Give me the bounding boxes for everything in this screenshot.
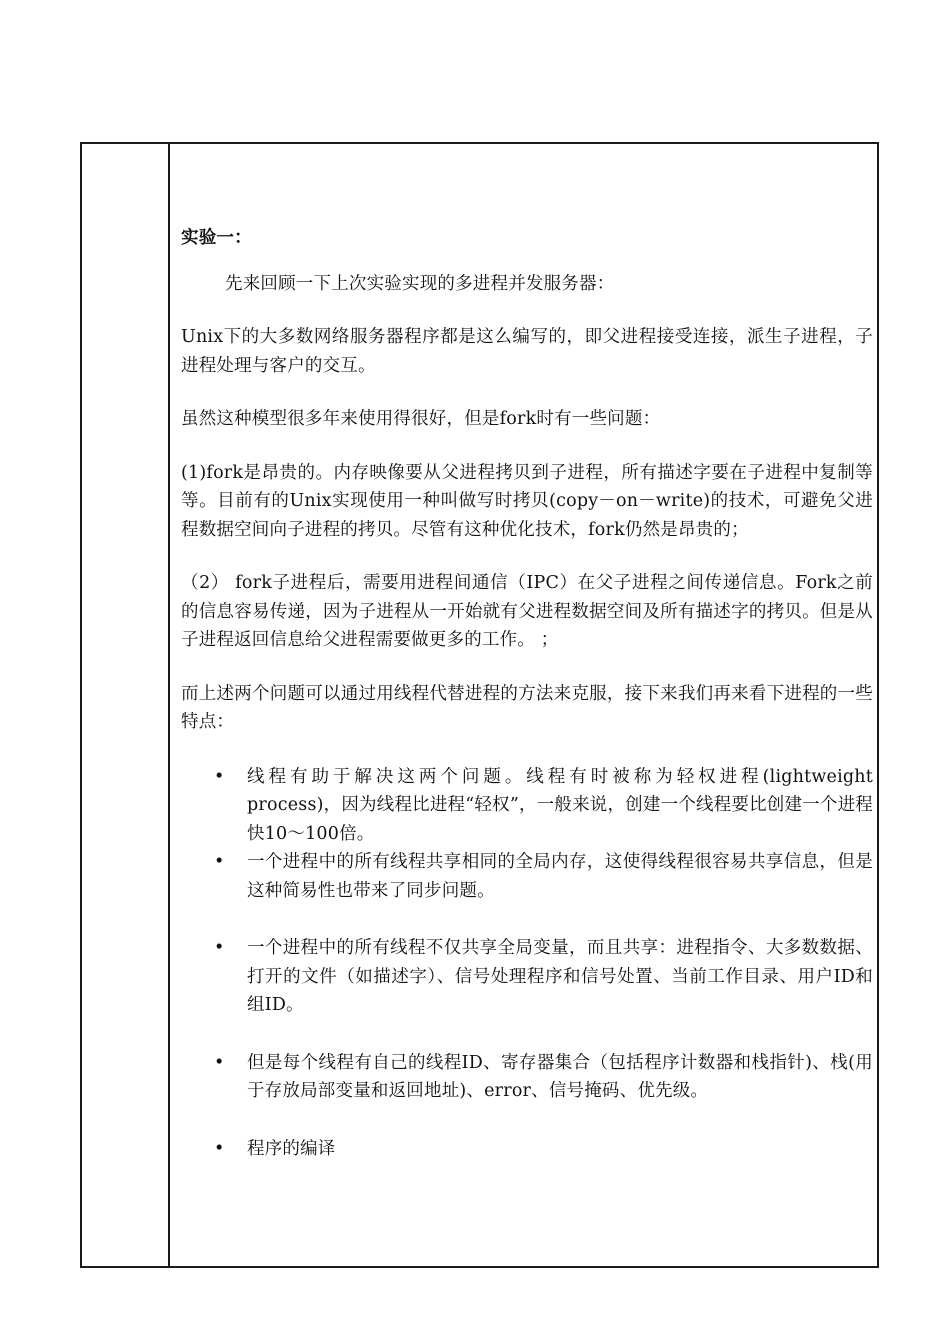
list-item (181, 1049, 873, 1106)
intro-paragraph: 先来回顾一下上次实验实现的多进程并发服务器： (225, 273, 615, 294)
section-heading: 实验一： (181, 228, 252, 248)
table-left-column (82, 144, 170, 1266)
table-content-cell (181, 224, 873, 1163)
thread-features-list (181, 763, 873, 1164)
paragraph-threads-intro: 而上述两个问题可以通过用线程代替进程的方法来克服，接下来我们再来看下进程的一些特点： (181, 683, 873, 732)
paragraph-fork-expensive: (1)fork是昂贵的。内存映像要从父进程拷贝到子进程，所有描述字要在子进程中复制等等。目前有的Unix实现使用一种叫做写时拷贝(copy－on－write)的技术，可避免父进程数据空间向子进程的拷贝。尽管有这种优化技术，fork仍然是昂贵的； (181, 462, 873, 540)
list-item-text: 一个进程中的所有线程不仅共享全局变量，而且共享：进程指令、大多数数据、打开的文件（如描述字）、信号处理程序和信号处置、当前工作目录、用户ID和组ID。 (247, 938, 873, 1015)
bullet-icon: • (214, 852, 225, 872)
bullet-icon: • (214, 938, 225, 958)
bullet-icon: • (214, 1052, 225, 1073)
list-item-text: 一个进程中的所有线程共享相同的全局内存，这使得线程很容易共享信息，但是这种简易性也带来了同步问题。 (247, 852, 873, 901)
list-item (181, 763, 873, 849)
paragraph-fork-problems: 虽然这种模型很多年来使用得很好，但是fork时有一些问题： (181, 409, 661, 429)
list-item (181, 848, 873, 905)
list-item-text: 线程有助于解决这两个问题。线程有时被称为轻权进程(lightweight process)，因为线程比进程“轻权”，一般来说，创建一个线程要比创建一个进程快10～100倍。 (247, 766, 873, 844)
list-item-text: 但是每个线程有自己的线程ID、寄存器集合（包括程序计数器和栈指针)、栈(用于存放局部变量和返回地址)、error、信号掩码、优先级。 (247, 1052, 873, 1101)
list-item (181, 934, 873, 1020)
document-table (80, 142, 879, 1268)
list-item (181, 1135, 873, 1164)
bullet-icon: • (214, 1138, 225, 1159)
paragraph-unix-servers: Unix下的大多数网络服务器程序都是这么编写的，即父进程接受连接，派生子进程，子进程处理与客户的交互。 (181, 327, 873, 376)
paragraph-ipc: （2） fork子进程后，需要用进程间通信（IPC）在父子进程之间传递信息。Fork之前的信息容易传递，因为子进程从一开始就有父进程数据空间及所有描述字的拷贝。但是从子进程返回信息给父进程需要做更多的工作。 ； (181, 573, 873, 650)
list-item-text: 程序的编译 (247, 1138, 336, 1159)
bullet-icon: • (214, 766, 225, 787)
